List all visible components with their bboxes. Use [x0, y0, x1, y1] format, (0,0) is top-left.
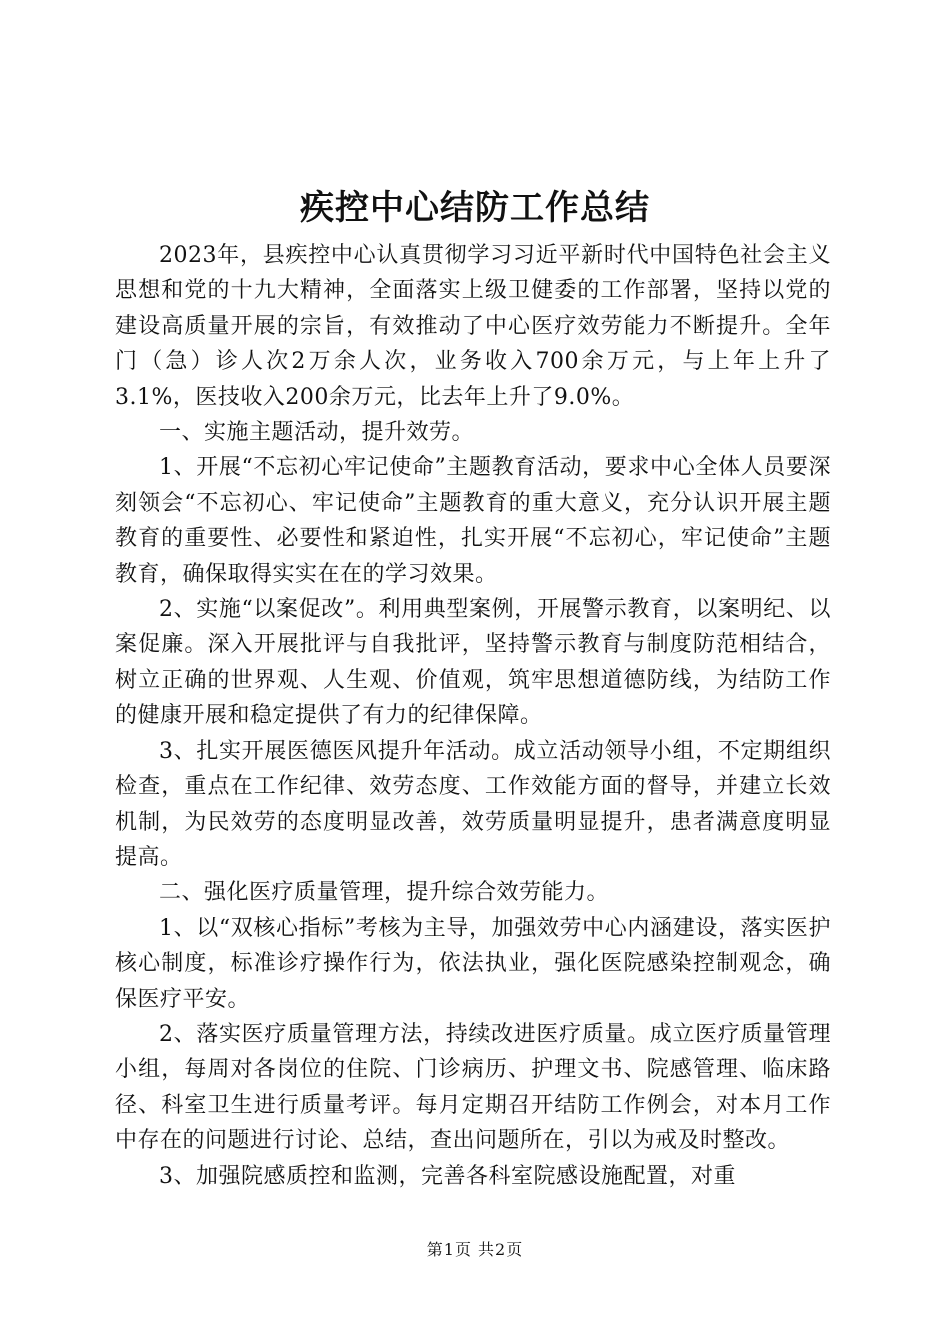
document-body — [115, 238, 831, 1194]
paragraph: 2、落实医疗质量管理方法，持续改进医疗质量。成立医疗质量管理小组，每周对各岗位的住院、门诊病历、护理文书、院感管理、临床路径、科室卫生进行质量考评。每月定期召开结防工作例会，对本月工作中存在的问题进行讨论、总结，查出问题所在，引以为戒及时整改。 — [115, 1021, 831, 1154]
paragraph: 3、扎实开展医德医风提升年活动。成立活动领导小组，不定期组织检查，重点在工作纪律、效劳态度、工作效能方面的督导，并建立长效机制，为民效劳的态度明显改善，效劳质量明显提升，患者满意度明显提高。 — [115, 738, 831, 870]
paragraph: 1、开展“不忘初心牢记使命”主题教育活动，要求中心全体人员要深刻领会“不忘初心、牢记使命”主题教育的重大意义，充分认识开展主题教育的重要性、必要性和紧迫性，扎实开展“不忘初心，牢记使命”主题教育，确保取得实实在在的学习效果。 — [115, 455, 831, 587]
paragraph: 2、实施“以案促改”。利用典型案例，开展警示教育，以案明纪、以案促廉。深入开展批评与自我批评，坚持警示教育与制度防范相结合，树立正确的世界观、人生观、价值观，筑牢思想道德防线，为结防工作的健康开展和稳定提供了有力的纪律保障。 — [115, 597, 831, 729]
paragraph: 3、加强院感质控和监测，完善各科室院感设施配置，对重 — [159, 1163, 736, 1189]
document-title: 疾控中心结防工作总结 — [300, 188, 650, 228]
section-heading-2: 二、强化医疗质量管理，提升综合效劳能力。 — [159, 880, 610, 906]
paragraph-intro: 2023年，县疾控中心认真贯彻学习习近平新时代中国特色社会主义思想和党的十九大精神，全面落实上级卫健委的工作部署，坚持以党的建设高质量开展的宗旨，有效推动了中心医疗效劳能力不断提升。全年门（急）诊人次2万余人次，业务收入700余万元，与上年上升了3.1%，医技收入200余万元，比去年上升了9.0%。 — [115, 243, 831, 410]
page-number-footer: 第1页 共2页 — [426, 1240, 524, 1259]
section-heading-1: 一、实施主题活动，提升效劳。 — [159, 420, 475, 446]
paragraph: 1、以“双核心指标”考核为主导，加强效劳中心内涵建设，落实医护核心制度，标准诊疗操作行为，依法执业，强化医院感染控制观念，确保医疗平安。 — [115, 915, 831, 1012]
